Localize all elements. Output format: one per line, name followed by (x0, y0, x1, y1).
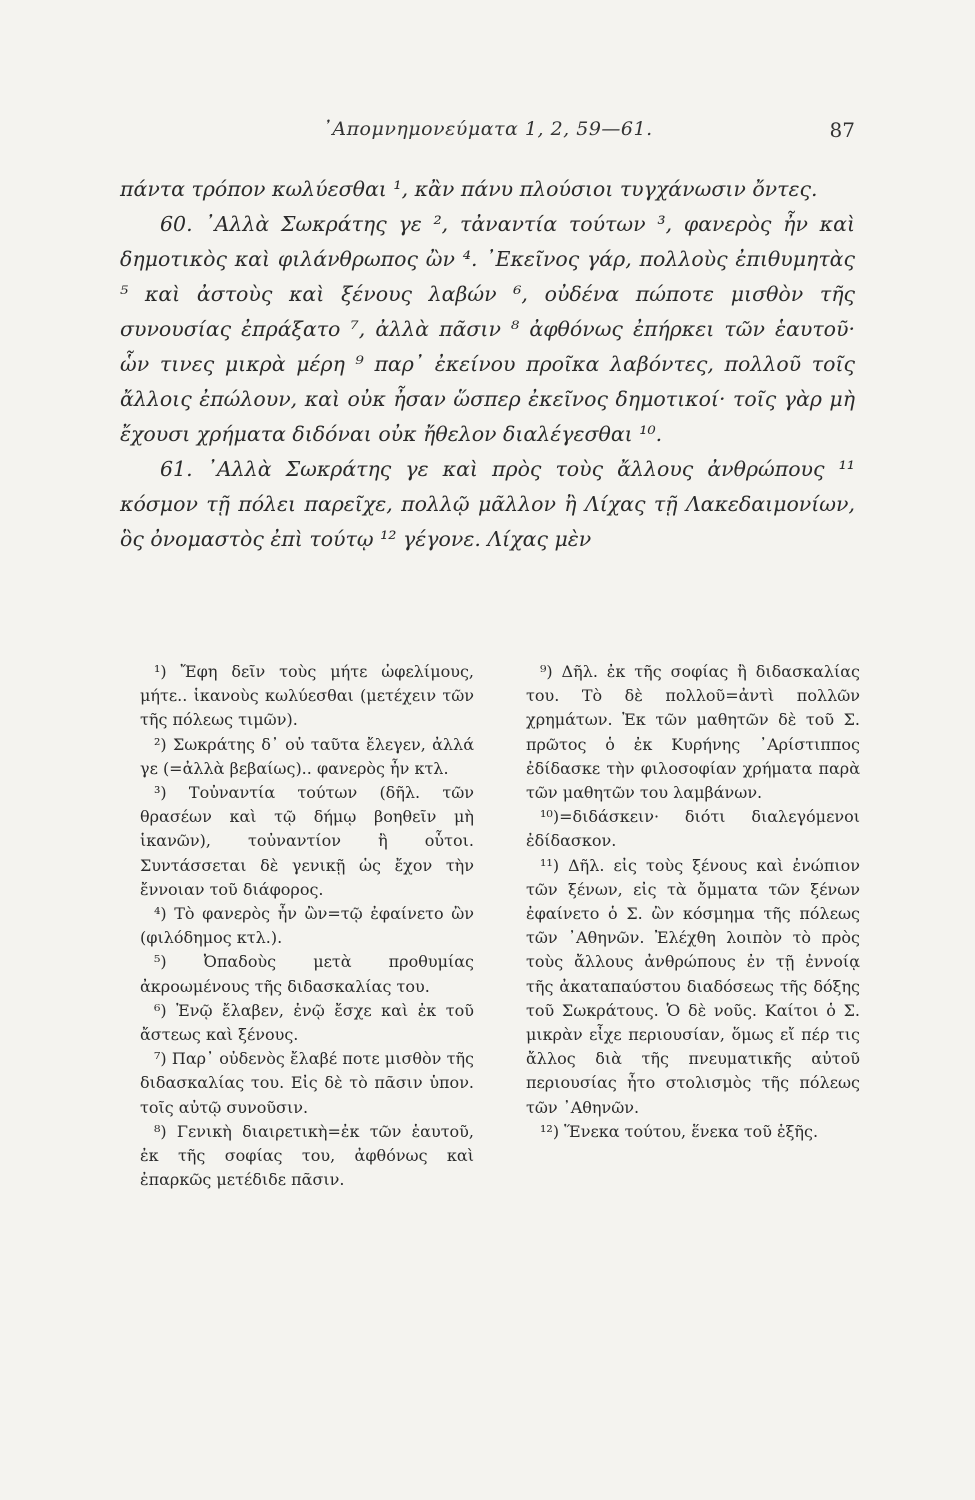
main-paragraph-continued: πάντα τρόπον κωλύεσθαι ¹, κἂν πάνυ πλούσιοι τυγχάνωσιν ὄντες. (120, 177, 818, 201)
footnote-3: ³) Τοὐναντία τούτων (δῆλ. τῶν θρασέων καὶ τῷ δήμῳ βοηθεῖν μὴ ἱκανῶν), τοὐναντίον ἢ οὗτοι. Συντάσσεται δὲ γενικῇ ὡς ἔχον τὴν ἔννοιαν τοῦ διάφορος. (140, 783, 474, 899)
footnote-12: ¹²) Ἕνεκα τούτου, ἕνεκα τοῦ ἑξῆς. (540, 1121, 819, 1141)
page-number: 87 (829, 118, 855, 142)
footnotes-right-column (526, 660, 860, 1192)
footnote-6: ⁶) Ἐνῷ ἔλαβεν, ἐνῷ ἔσχε καὶ ἐκ τοῦ ἄστεως καὶ ξένους. (140, 1000, 474, 1045)
footnote-4: ⁴) Τὸ φανερὸς ἦν ὢν=τῷ ἐφαίνετο ὢν (φιλόδημος κτλ.). (140, 904, 474, 948)
main-text (120, 172, 855, 557)
footnote-5: ⁵) Ὀπαδοὺς μετὰ προθυμίας ἀκροωμένους τῆς διδασκαλίας του. (140, 952, 474, 996)
page-header (120, 118, 855, 148)
footnotes-left-column (140, 660, 474, 1192)
footnote-10: ¹⁰)=διδάσκειν· διότι διαλεγόμενοι ἐδίδασκον. (526, 807, 860, 851)
footnote-1: ¹) Ἔφη δεῖν τοὺς μήτε ὠφελίμους, μήτε.. ἱκανοὺς κωλύεσθαι (μετέχειν τῶν τῆς πόλεως τιμῶν). (140, 662, 474, 730)
footnote-9: ⁹) Δῆλ. ἐκ τῆς σοφίας ἢ διδασκαλίας του. Τὸ δὲ πολλοῦ=ἀντὶ πολλῶν χρημάτων. Ἐκ τῶν μαθητῶν δὲ τοῦ Σ. πρῶτος ὁ ἐκ Κυρήνης ᾿Αρίστιππος ἐδίδασκε τὴν φιλοσοφίαν χρήματα παρὰ τῶν μαθητῶν του λαμβάνων. (526, 662, 860, 803)
footnotes (140, 660, 860, 1192)
footnote-7: ⁷) Παρ᾿ οὐδενὸς ἔλαβέ ποτε μισθὸν τῆς διδασκαλίας του. Εἰς δὲ τὸ πᾶσιν ὑπον. τοῖς αὐτῷ συνοῦσιν. (140, 1049, 474, 1117)
footnote-2: ²) Σωκράτης δ᾿ οὐ ταῦτα ἔλεγεν, ἀλλά γε (=ἀλλὰ βεβαίως).. φανερὸς ἦν κτλ. (140, 734, 474, 778)
running-title: ᾿Απομνημονεύματα 1, 2, 59—61. (322, 118, 653, 140)
main-paragraph-section-60: 60. ᾿Αλλὰ Σωκράτης γε ², τἀναντία τούτων ³, φανερὸς ἦν καὶ δημοτικὸς καὶ φιλάνθρωπος ὢν ⁴. ᾿Εκεῖνος γάρ, πολλοὺς ἐπιθυμητὰς ⁵ καὶ ἀστοὺς καὶ ξένους λαβών ⁶, οὐδένα πώποτε μισθὸν τῆς συνουσίας ἐπράξατο ⁷, ἀλλὰ πᾶσιν ⁸ ἀφθόνως ἐπήρκει τῶν ἑαυτοῦ· ὧν τινες μικρὰ μέρη ⁹ παρ᾿ ἐκείνου προῖκα λαβόντες, πολλοῦ τοῖς ἄλλοις ἐπώλουν, καὶ οὐκ ἦσαν ὥσπερ ἐκεῖνος δημοτικοί· τοῖς γὰρ μὴ ἔχουσι χρήματα διδόναι οὐκ ἤθελον διαλέγεσθαι ¹⁰. (120, 212, 855, 446)
main-paragraph-section-61: 61. ᾿Αλλὰ Σωκράτης γε καὶ πρὸς τοὺς ἄλλους ἀνθρώπους ¹¹ κόσμον τῇ πόλει παρεῖχε, πολλῷ μᾶλλον ἢ Λίχας τῇ Λακεδαιμονίων, ὃς ὀνομαστὸς ἐπὶ τούτῳ ¹² γέγονε. Λίχας μὲν (120, 457, 855, 551)
footnote-8: ⁸) Γενικὴ διαιρετικὴ=ἐκ τῶν ἑαυτοῦ, ἐκ τῆς σοφίας του, ἀφθόνως καὶ ἐπαρκῶς μετέδιδε πᾶσιν. (140, 1121, 474, 1190)
footnote-11: ¹¹) Δῆλ. εἰς τοὺς ξένους καὶ ἐνώπιον τῶν ξένων, εἰς τὰ ὄμματα τῶν ξένων ἐφαίνετο ὁ Σ. ὢν κόσμημα τῆς πόλεως τῶν ᾿Αθηνῶν. Ἐλέχθη λοιπὸν τὸ πρὸς τοὺς ἄλλους ἀνθρώπους ἐν τῇ ἐννοίᾳ τῆς ἀκαταπαύστου διαδόσεως τῆς δόξης τοῦ Σωκράτους. Ὁ δὲ νοῦς. Καίτοι ὁ Σ. μικρὰν εἶχε περιουσίαν, ὅμως εἴ πέρ τις ἄλλος διὰ τῆς πνευματικῆς αὐτοῦ περιουσίας ἦτο στολισμὸς τῆς πόλεως τῶν ᾿Αθηνῶν. (526, 855, 860, 1117)
